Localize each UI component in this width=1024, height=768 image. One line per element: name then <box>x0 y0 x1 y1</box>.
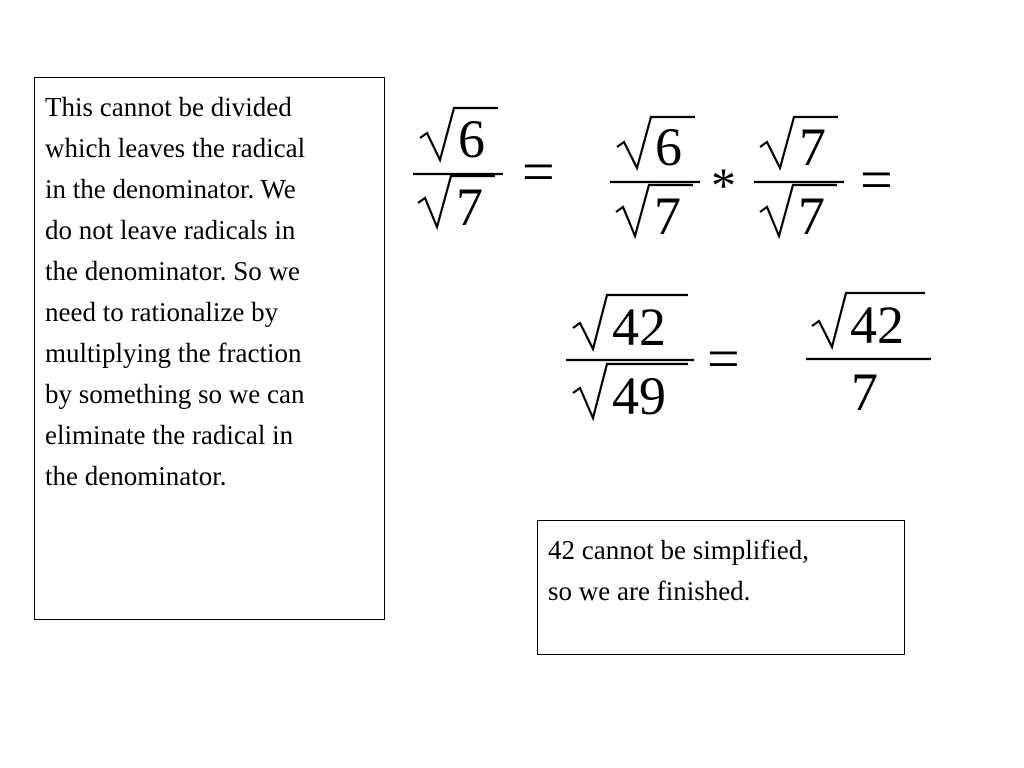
fraction-sqrt42-over-7 <box>806 293 931 422</box>
radicand: 7 <box>456 177 483 237</box>
explanation-line: the denominator. <box>45 461 227 491</box>
explanation-line: This cannot be divided <box>45 92 292 122</box>
explanation-line: which leaves the radical <box>45 133 306 163</box>
explanation-line: eliminate the radical in <box>45 420 294 450</box>
fraction-sqrt6-over-sqrt7 <box>413 108 503 237</box>
radicand: 6 <box>655 117 682 177</box>
fraction-sqrt6-over-sqrt7 <box>610 117 700 246</box>
explanation-line: do not leave radicals in <box>45 215 296 245</box>
radicand: 7 <box>799 117 826 177</box>
explanation-line: multiplying the fraction <box>45 338 302 368</box>
radicand: 7 <box>654 186 681 246</box>
explanation-line: in the denominator. We <box>45 174 296 204</box>
explanation-line: the denominator. So we <box>45 256 300 286</box>
equals-sign: = <box>522 139 555 204</box>
radicand: 49 <box>612 366 666 426</box>
fraction-sqrt42-over-sqrt49 <box>566 295 694 426</box>
radicand: 6 <box>458 109 485 169</box>
equals-sign: = <box>707 326 740 391</box>
equals-sign: = <box>860 147 893 212</box>
radicand: 42 <box>850 295 904 355</box>
denominator: 7 <box>851 362 878 422</box>
radicand: 42 <box>612 297 666 357</box>
conclusion-line: 42 cannot be simplified, <box>548 535 809 565</box>
fraction-sqrt7-over-sqrt7 <box>754 117 844 246</box>
radicand: 7 <box>798 186 825 246</box>
explanation-line: by something so we can <box>45 379 305 409</box>
explanation-line: need to rationalize by <box>45 297 279 327</box>
conclusion-line: so we are finished. <box>548 576 751 606</box>
multiply-sign: * <box>711 157 736 213</box>
